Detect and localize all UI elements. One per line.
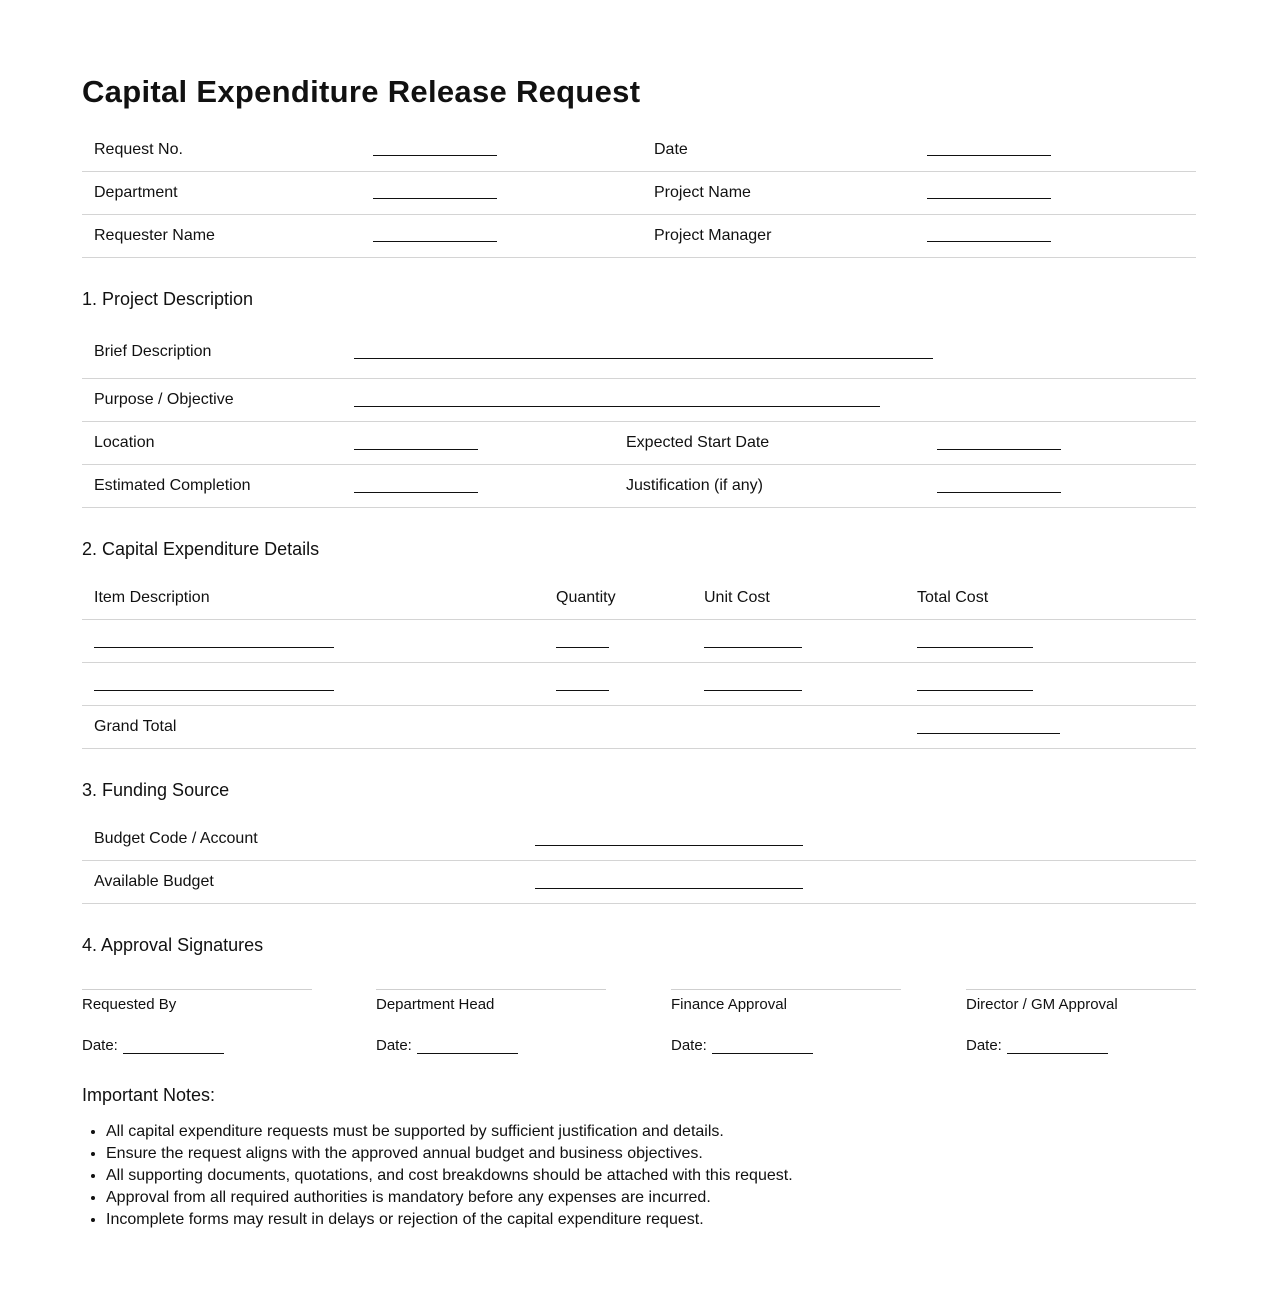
- header-row-2: [82, 171, 1196, 215]
- location-row: [82, 421, 1196, 465]
- department-label: Department: [94, 184, 178, 201]
- list-item: • Incomplete forms may result in delays or rejection of the capital expenditure request.: [106, 1209, 793, 1231]
- item-description-field[interactable]: [94, 647, 334, 648]
- finance-approval-date-field[interactable]: [712, 1053, 813, 1054]
- justification-label: Justification (if any): [626, 477, 763, 494]
- table-row: [82, 662, 1196, 706]
- location-label: Location: [94, 434, 155, 451]
- date-label: Date:: [82, 1037, 118, 1054]
- department-field[interactable]: [373, 198, 497, 199]
- request-no-field[interactable]: [373, 155, 497, 156]
- grand-total-field[interactable]: [917, 733, 1060, 734]
- grand-total-label: Grand Total: [94, 718, 177, 735]
- item-description-field[interactable]: [94, 690, 334, 691]
- estimated-completion-field[interactable]: [354, 492, 478, 493]
- important-notes-heading: Important Notes:: [82, 1085, 216, 1105]
- grand-total-row: [82, 705, 1196, 749]
- signature-line-director-approval[interactable]: [966, 989, 1196, 990]
- requester-name-field[interactable]: [373, 241, 497, 242]
- department-head-label: Department Head: [376, 996, 495, 1013]
- budget-code-label: Budget Code / Account: [94, 830, 258, 847]
- quantity-field[interactable]: [556, 647, 609, 648]
- completion-row: [82, 464, 1196, 508]
- column-quantity: Quantity: [556, 589, 616, 606]
- unit-cost-field[interactable]: [704, 690, 802, 691]
- date-field[interactable]: [927, 155, 1051, 156]
- signature-line-department-head[interactable]: [376, 989, 606, 990]
- header-row-3: [82, 214, 1196, 258]
- brief-description-row: [82, 330, 1196, 379]
- notes-list: [82, 1121, 793, 1231]
- budget-code-row: [82, 817, 1196, 861]
- project-manager-field[interactable]: [927, 241, 1051, 242]
- budget-code-field[interactable]: [535, 845, 803, 846]
- table-row: [82, 619, 1196, 663]
- project-name-field[interactable]: [927, 198, 1051, 199]
- estimated-completion-label: Estimated Completion: [94, 477, 251, 494]
- request-no-label: Request No.: [94, 141, 183, 158]
- department-head-date-field[interactable]: [417, 1053, 518, 1054]
- purpose-row: [82, 378, 1196, 422]
- total-cost-field[interactable]: [917, 647, 1033, 648]
- director-approval-date-field[interactable]: [1007, 1053, 1108, 1054]
- date-label: Date:: [376, 1037, 412, 1054]
- date-label: Date: [654, 141, 688, 158]
- date-label: Date:: [966, 1037, 1002, 1054]
- expected-start-label: Expected Start Date: [626, 434, 770, 451]
- available-budget-row: [82, 860, 1196, 904]
- purpose-field[interactable]: [354, 406, 880, 407]
- brief-description-field[interactable]: [354, 358, 933, 359]
- requested-by-date-field[interactable]: [123, 1053, 224, 1054]
- column-total-cost: Total Cost: [917, 589, 989, 606]
- project-manager-label: Project Manager: [654, 227, 772, 244]
- total-cost-field[interactable]: [917, 690, 1033, 691]
- list-item: • Approval from all required authorities is mandatory before any expenses are incurred.: [106, 1187, 793, 1209]
- signature-line-finance-approval[interactable]: [671, 989, 901, 990]
- director-approval-label: Director / GM Approval: [966, 996, 1118, 1013]
- requester-name-label: Requester Name: [94, 227, 215, 244]
- section-approval-signatures-heading: 4. Approval Signatures: [82, 935, 264, 955]
- available-budget-label: Available Budget: [94, 873, 214, 890]
- list-item: • All supporting documents, quotations, and cost breakdowns should be attached with this request.: [106, 1165, 793, 1187]
- section-project-description-heading: 1. Project Description: [82, 289, 254, 309]
- column-unit-cost: Unit Cost: [704, 589, 770, 606]
- page-title: Capital Expenditure Release Request: [82, 74, 641, 109]
- section-funding-source-heading: 3. Funding Source: [82, 780, 230, 800]
- finance-approval-label: Finance Approval: [671, 996, 787, 1013]
- available-budget-field[interactable]: [535, 888, 803, 889]
- table-header-row: [82, 576, 1196, 620]
- unit-cost-field[interactable]: [704, 647, 802, 648]
- project-name-label: Project Name: [654, 184, 751, 201]
- location-field[interactable]: [354, 449, 478, 450]
- brief-description-label: Brief Description: [94, 343, 212, 360]
- column-item-description: Item Description: [94, 589, 210, 606]
- purpose-label: Purpose / Objective: [94, 391, 234, 408]
- requested-by-label: Requested By: [82, 996, 177, 1013]
- date-label: Date:: [671, 1037, 707, 1054]
- section-capex-details-heading: 2. Capital Expenditure Details: [82, 539, 320, 559]
- quantity-field[interactable]: [556, 690, 609, 691]
- signature-line-requested-by[interactable]: [82, 989, 312, 990]
- header-row-1: [82, 128, 1196, 172]
- list-item: • Ensure the request aligns with the approved annual budget and business objectives.: [106, 1143, 793, 1165]
- justification-field[interactable]: [937, 492, 1061, 493]
- expected-start-field[interactable]: [937, 449, 1061, 450]
- list-item: • All capital expenditure requests must be supported by sufficient justification and details.: [106, 1121, 793, 1143]
